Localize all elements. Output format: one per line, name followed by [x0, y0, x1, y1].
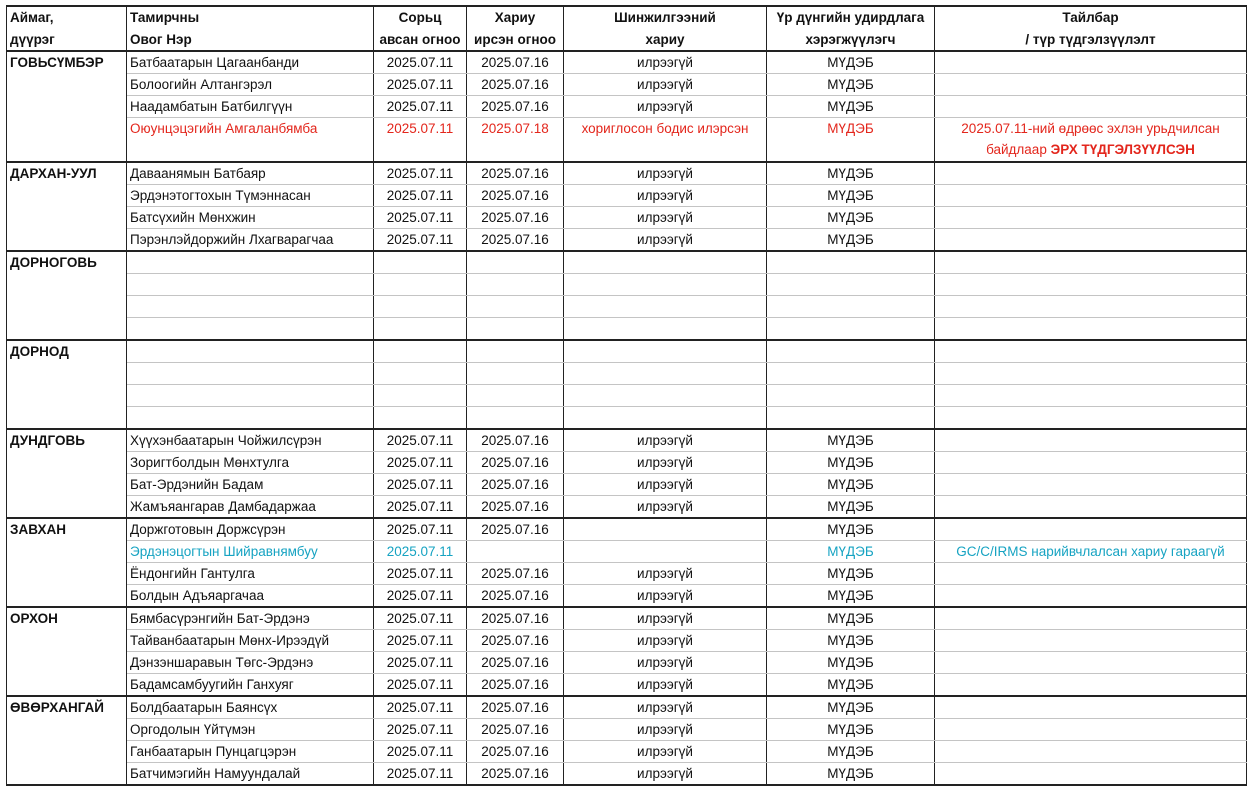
- athlete-name: [127, 340, 374, 363]
- result-date: [467, 318, 564, 341]
- athlete-name: Бадамсамбуугийн Ганхуяг: [127, 674, 374, 697]
- sample-date: [374, 385, 467, 407]
- athlete-name: Оюунцэцэгийн Амгаланбямба: [127, 118, 374, 163]
- result-manager: МҮДЭБ: [767, 630, 935, 652]
- sample-date: 2025.07.11: [374, 229, 467, 252]
- sample-date: 2025.07.11: [374, 541, 467, 563]
- analysis-result: илрээгүй: [564, 696, 767, 719]
- result-manager: [767, 274, 935, 296]
- note-cell: [935, 251, 1247, 274]
- result-date: 2025.07.16: [467, 474, 564, 496]
- result-date: 2025.07.16: [467, 74, 564, 96]
- analysis-result: илрээгүй: [564, 563, 767, 585]
- athlete-name: Эрдэнэтогтохын Түмэннасан: [127, 185, 374, 207]
- athlete-name: Эрдэнэцогтын Шийравнямбуу: [127, 541, 374, 563]
- analysis-result: илрээгүй: [564, 229, 767, 252]
- suspension-label: ЭРХ ТҮДГЭЛЗҮҮЛСЭН: [1050, 142, 1195, 157]
- analysis-result: хориглосон бодис илэрсэн: [564, 118, 767, 163]
- table-row: [7, 229, 1247, 252]
- athlete-name: Болоогийн Алтангэрэл: [127, 74, 374, 96]
- sample-date: 2025.07.11: [374, 474, 467, 496]
- table-row: [7, 607, 1247, 630]
- result-date: 2025.07.16: [467, 185, 564, 207]
- table-row: [7, 652, 1247, 674]
- sample-date: 2025.07.11: [374, 607, 467, 630]
- header-sample-date-2: авсан огноо: [374, 29, 467, 52]
- table-body: [7, 6, 1247, 785]
- table-row: [7, 741, 1247, 763]
- analysis-result: илрээгүй: [564, 185, 767, 207]
- sample-date: 2025.07.11: [374, 719, 467, 741]
- result-date: 2025.07.16: [467, 630, 564, 652]
- header-row-2: [7, 29, 1247, 52]
- athlete-name: Оргодолын Үйтүмэн: [127, 719, 374, 741]
- analysis-result: [564, 340, 767, 363]
- analysis-result: [564, 518, 767, 541]
- note-cell: [935, 207, 1247, 229]
- sample-date: 2025.07.11: [374, 763, 467, 786]
- result-date: 2025.07.16: [467, 652, 564, 674]
- result-date: [467, 385, 564, 407]
- sample-date: 2025.07.11: [374, 207, 467, 229]
- result-manager: [767, 340, 935, 363]
- sample-date: 2025.07.11: [374, 652, 467, 674]
- note-cell: [935, 74, 1247, 96]
- athlete-name: Доржготовын Доржсүрэн: [127, 518, 374, 541]
- region-name: ГОВЬСҮМБЭР: [7, 51, 127, 162]
- table-row: [7, 763, 1247, 786]
- analysis-result: илрээгүй: [564, 607, 767, 630]
- header-result-manager: Үр дүнгийн удирдлага: [767, 6, 935, 29]
- header-note-2: / түр түдгэлзүүлэлт: [935, 29, 1247, 52]
- analysis-result: илрээгүй: [564, 741, 767, 763]
- table-row: [7, 51, 1247, 74]
- analysis-result: илрээгүй: [564, 496, 767, 519]
- analysis-result: илрээгүй: [564, 452, 767, 474]
- header-analysis: Шинжилгээний: [564, 6, 767, 29]
- result-manager: МҮДЭБ: [767, 541, 935, 563]
- result-manager: МҮДЭБ: [767, 563, 935, 585]
- table-row: [7, 185, 1247, 207]
- sample-date: 2025.07.11: [374, 96, 467, 118]
- athlete-name: Болдбаатарын Баянсүх: [127, 696, 374, 719]
- result-manager: МҮДЭБ: [767, 674, 935, 697]
- athlete-name: [127, 385, 374, 407]
- result-date: 2025.07.16: [467, 162, 564, 185]
- result-date: [467, 407, 564, 430]
- note-cell: [935, 429, 1247, 452]
- sample-date: [374, 340, 467, 363]
- athlete-name: Хүүхэнбаатарын Чойжилсүрэн: [127, 429, 374, 452]
- sample-date: [374, 318, 467, 341]
- table-row: [7, 563, 1247, 585]
- table-row: [7, 719, 1247, 741]
- table-row: [7, 452, 1247, 474]
- table-row: [7, 496, 1247, 519]
- header-region-2: дүүрэг: [7, 29, 127, 52]
- result-date: [467, 296, 564, 318]
- region-name: ӨВӨРХАНГАЙ: [7, 696, 127, 785]
- result-manager: МҮДЭБ: [767, 585, 935, 608]
- athlete-name: Пэрэнлэйдоржийн Лхагварагчаа: [127, 229, 374, 252]
- analysis-result: [564, 541, 767, 563]
- sample-date: 2025.07.11: [374, 118, 467, 163]
- athlete-name: Жамъяангарав Дамбадаржаа: [127, 496, 374, 519]
- sample-date: 2025.07.11: [374, 185, 467, 207]
- athlete-name: Ёндонгийн Гантулга: [127, 563, 374, 585]
- result-manager: МҮДЭБ: [767, 74, 935, 96]
- table-row: [7, 340, 1247, 363]
- sample-date: 2025.07.11: [374, 452, 467, 474]
- result-manager: МҮДЭБ: [767, 696, 935, 719]
- sample-date: 2025.07.11: [374, 162, 467, 185]
- athlete-name: Батчимэгийн Намуундалай: [127, 763, 374, 786]
- note-cell: [935, 719, 1247, 741]
- note-cell: [935, 763, 1247, 786]
- result-manager: МҮДЭБ: [767, 474, 935, 496]
- sample-date: 2025.07.11: [374, 741, 467, 763]
- table-row: [7, 318, 1247, 341]
- region-name: ДОРНОГОВЬ: [7, 251, 127, 340]
- note-cell: [935, 452, 1247, 474]
- result-date: [467, 340, 564, 363]
- sample-date: 2025.07.11: [374, 674, 467, 697]
- result-manager: МҮДЭБ: [767, 207, 935, 229]
- result-date: 2025.07.16: [467, 207, 564, 229]
- analysis-result: илрээгүй: [564, 74, 767, 96]
- note-cell: GC/C/IRMS нарийвчлалсан хариу гараагүй: [935, 541, 1247, 563]
- table-row: [7, 541, 1247, 563]
- table-row: [7, 429, 1247, 452]
- sample-date: 2025.07.11: [374, 429, 467, 452]
- header-row: [7, 6, 1247, 29]
- result-manager: [767, 296, 935, 318]
- result-manager: МҮДЭБ: [767, 496, 935, 519]
- result-date: 2025.07.16: [467, 696, 564, 719]
- result-date: [467, 363, 564, 385]
- sample-date: 2025.07.11: [374, 74, 467, 96]
- result-date: 2025.07.16: [467, 229, 564, 252]
- table-row: [7, 407, 1247, 430]
- note-cell: [935, 563, 1247, 585]
- athlete-name: Даваанямын Батбаяр: [127, 162, 374, 185]
- result-manager: [767, 407, 935, 430]
- athlete-name: Ганбаатарын Пунцагцэрэн: [127, 741, 374, 763]
- result-manager: МҮДЭБ: [767, 607, 935, 630]
- table-row: [7, 696, 1247, 719]
- result-date: [467, 274, 564, 296]
- result-date: 2025.07.16: [467, 607, 564, 630]
- note-cell: [935, 518, 1247, 541]
- athlete-name: Батсүхийн Мөнхжин: [127, 207, 374, 229]
- note-cell: [935, 407, 1247, 430]
- athlete-name: Тайванбаатарын Мөнх-Ирээдүй: [127, 630, 374, 652]
- result-manager: [767, 385, 935, 407]
- doping-results-table: [6, 5, 1247, 786]
- note-cell: [935, 607, 1247, 630]
- result-date: 2025.07.16: [467, 763, 564, 786]
- result-date: [467, 541, 564, 563]
- sample-date: [374, 251, 467, 274]
- table-row: [7, 162, 1247, 185]
- region-name: ДАРХАН-УУЛ: [7, 162, 127, 251]
- note-cell: [935, 229, 1247, 252]
- note-cell: [935, 385, 1247, 407]
- analysis-result: [564, 296, 767, 318]
- result-manager: [767, 363, 935, 385]
- table-row: [7, 207, 1247, 229]
- analysis-result: илрээгүй: [564, 96, 767, 118]
- header-region: Аймаг,: [7, 6, 127, 29]
- sample-date: [374, 296, 467, 318]
- note-cell: [935, 296, 1247, 318]
- result-date: 2025.07.16: [467, 452, 564, 474]
- note-cell: [935, 630, 1247, 652]
- table-row: [7, 274, 1247, 296]
- table-row: [7, 296, 1247, 318]
- header-note: Тайлбар: [935, 6, 1247, 29]
- result-manager: [767, 318, 935, 341]
- analysis-result: [564, 407, 767, 430]
- result-manager: МҮДЭБ: [767, 741, 935, 763]
- note-cell: [935, 51, 1247, 74]
- sample-date: [374, 363, 467, 385]
- sample-date: 2025.07.11: [374, 630, 467, 652]
- note-line2: [938, 139, 1243, 160]
- result-manager: МҮДЭБ: [767, 185, 935, 207]
- analysis-result: илрээгүй: [564, 652, 767, 674]
- athlete-name: [127, 407, 374, 430]
- region-name: ДУНДГОВЬ: [7, 429, 127, 518]
- analysis-result: [564, 251, 767, 274]
- analysis-result: илрээгүй: [564, 585, 767, 608]
- analysis-result: [564, 385, 767, 407]
- sample-date: 2025.07.11: [374, 51, 467, 74]
- result-manager: МҮДЭБ: [767, 118, 935, 163]
- athlete-name: [127, 296, 374, 318]
- result-date: 2025.07.16: [467, 429, 564, 452]
- note-cell: [935, 340, 1247, 363]
- table-row: [7, 251, 1247, 274]
- header-result-date: Хариу: [467, 6, 564, 29]
- table-row: [7, 630, 1247, 652]
- note-cell: [935, 696, 1247, 719]
- header-result-date-2: ирсэн огноо: [467, 29, 564, 52]
- athlete-name: [127, 318, 374, 341]
- analysis-result: илрээгүй: [564, 763, 767, 786]
- note-cell: [935, 741, 1247, 763]
- table-row: [7, 363, 1247, 385]
- athlete-name: Бат-Эрдэнийн Бадам: [127, 474, 374, 496]
- athlete-name: [127, 363, 374, 385]
- result-date: 2025.07.16: [467, 51, 564, 74]
- table-row: [7, 118, 1247, 163]
- athlete-name: Дэнзэншаравын Төгс-Эрдэнэ: [127, 652, 374, 674]
- analysis-result: илрээгүй: [564, 719, 767, 741]
- result-date: 2025.07.16: [467, 719, 564, 741]
- header-result-manager-2: хэрэгжүүлэгч: [767, 29, 935, 52]
- sample-date: 2025.07.11: [374, 496, 467, 519]
- result-manager: МҮДЭБ: [767, 51, 935, 74]
- sample-date: 2025.07.11: [374, 563, 467, 585]
- athlete-name: Наадамбатын Батбилгүүн: [127, 96, 374, 118]
- sample-date: 2025.07.11: [374, 585, 467, 608]
- note-cell: [935, 585, 1247, 608]
- note-cell: [935, 496, 1247, 519]
- region-name: ОРХОН: [7, 607, 127, 696]
- note-cell: [935, 318, 1247, 341]
- note-line2-text: байдлаар: [986, 142, 1051, 157]
- result-date: 2025.07.16: [467, 96, 564, 118]
- athlete-name: Зоригтболдын Мөнхтулга: [127, 452, 374, 474]
- result-date: 2025.07.16: [467, 741, 564, 763]
- analysis-result: илрээгүй: [564, 162, 767, 185]
- result-manager: МҮДЭБ: [767, 719, 935, 741]
- sample-date: 2025.07.11: [374, 696, 467, 719]
- result-manager: МҮДЭБ: [767, 452, 935, 474]
- athlete-name: Болдын Адъяаргачаа: [127, 585, 374, 608]
- note-cell: [935, 274, 1247, 296]
- athlete-name: [127, 251, 374, 274]
- note-cell: [935, 96, 1247, 118]
- analysis-result: [564, 274, 767, 296]
- result-date: 2025.07.16: [467, 496, 564, 519]
- analysis-result: [564, 318, 767, 341]
- header-athlete: Тамирчны: [127, 6, 374, 29]
- analysis-result: илрээгүй: [564, 630, 767, 652]
- table-row: [7, 585, 1247, 608]
- analysis-result: илрээгүй: [564, 674, 767, 697]
- header-sample-date: Сорьц: [374, 6, 467, 29]
- result-manager: МҮДЭБ: [767, 763, 935, 786]
- region-name: ДОРНОД: [7, 340, 127, 429]
- note-cell: [935, 363, 1247, 385]
- header-athlete-2: Овог Нэр: [127, 29, 374, 52]
- analysis-result: илрээгүй: [564, 474, 767, 496]
- note-line1: 2025.07.11-ний өдрөөс эхлэн урьдчилсан: [961, 121, 1220, 136]
- sample-date: 2025.07.11: [374, 518, 467, 541]
- result-date: 2025.07.18: [467, 118, 564, 163]
- result-date: 2025.07.16: [467, 674, 564, 697]
- result-date: 2025.07.16: [467, 585, 564, 608]
- athlete-name: [127, 274, 374, 296]
- table-row: [7, 385, 1247, 407]
- table-row: [7, 74, 1247, 96]
- analysis-result: илрээгүй: [564, 207, 767, 229]
- table-row: [7, 96, 1247, 118]
- result-manager: МҮДЭБ: [767, 162, 935, 185]
- note-cell: [935, 674, 1247, 697]
- note-cell: [935, 474, 1247, 496]
- note-cell: [935, 652, 1247, 674]
- result-manager: МҮДЭБ: [767, 429, 935, 452]
- athlete-name: Батбаатарын Цагаанбанди: [127, 51, 374, 74]
- analysis-result: илрээгүй: [564, 429, 767, 452]
- header-analysis-2: хариу: [564, 29, 767, 52]
- result-manager: МҮДЭБ: [767, 96, 935, 118]
- sample-date: [374, 407, 467, 430]
- result-manager: [767, 251, 935, 274]
- note-cell: [935, 185, 1247, 207]
- table-row: [7, 674, 1247, 697]
- analysis-result: илрээгүй: [564, 51, 767, 74]
- sample-date: [374, 274, 467, 296]
- result-date: 2025.07.16: [467, 563, 564, 585]
- note-cell: [935, 118, 1247, 163]
- analysis-result: [564, 363, 767, 385]
- note-cell: [935, 162, 1247, 185]
- table-row: [7, 518, 1247, 541]
- result-manager: МҮДЭБ: [767, 652, 935, 674]
- result-manager: МҮДЭБ: [767, 518, 935, 541]
- result-date: [467, 251, 564, 274]
- result-manager: МҮДЭБ: [767, 229, 935, 252]
- region-name: ЗАВХАН: [7, 518, 127, 607]
- table-row: [7, 474, 1247, 496]
- athlete-name: Бямбасүрэнгийн Бат-Эрдэнэ: [127, 607, 374, 630]
- result-date: 2025.07.16: [467, 518, 564, 541]
